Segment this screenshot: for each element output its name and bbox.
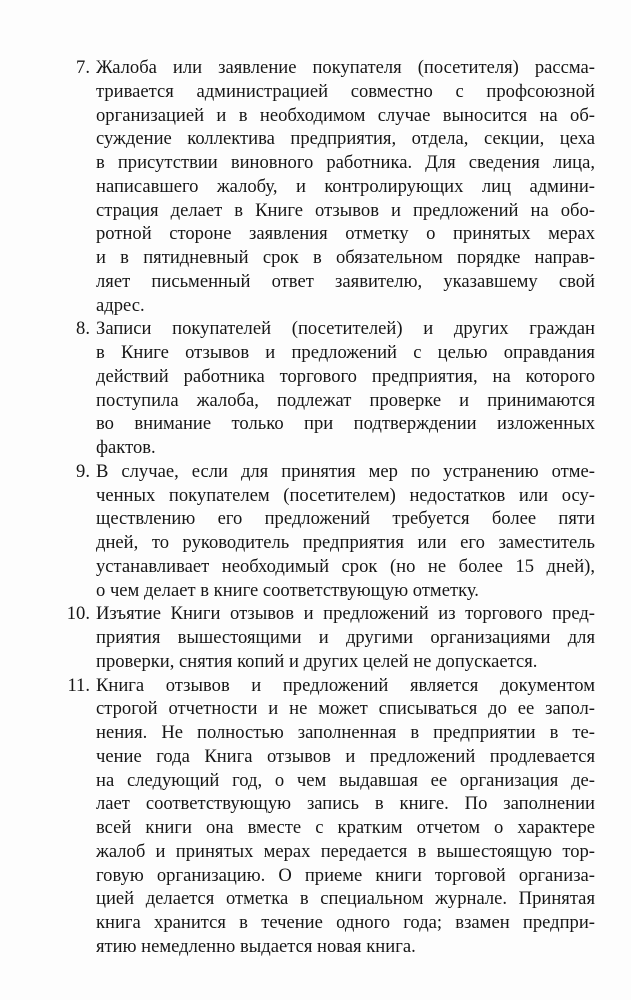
item-number: 9. xyxy=(76,460,90,482)
list-item-7 xyxy=(58,56,595,317)
text-line: адрес. xyxy=(96,294,145,316)
text-line: Записи покупателей (посетителей) и других граждан xyxy=(96,318,595,340)
text-line: фактов. xyxy=(96,437,156,458)
text-line: Изъятие Книги отзывов и предложений из торгового пред- xyxy=(96,603,595,625)
text-line: цией делается отметка в специальном журнале. Принятая xyxy=(96,888,595,910)
text-line: ществлению его предложений требуется более пяти xyxy=(96,508,595,530)
text-line: Книга отзывов и предложений является документом xyxy=(96,674,595,696)
text-line: жалоб и принятых мерах передается в вышестоящую тор- xyxy=(96,840,595,862)
text-line: устанавливает необходимый срок (но не более 15 дней), xyxy=(96,555,595,577)
text-line: приятия вышестоящими и другими организациями для xyxy=(96,627,595,648)
text-line: в Книге отзывов и предложений с целью оправдания xyxy=(96,342,595,363)
text-line: ченных покупателем (посетителем) недостатков или осу- xyxy=(96,484,595,506)
text-line: страция делает в Книге отзывов и предложений на обо- xyxy=(96,199,595,221)
text-line: написавшего жалобу, и контролирующих лиц админи- xyxy=(96,175,595,197)
text-line: организацией и в необходимом случае выносится на об- xyxy=(96,104,595,126)
text-line: на следующий год, о чем выдавшая ее организация де- xyxy=(96,769,595,791)
text-line: суждение коллектива предприятия, отдела, секции, цеха xyxy=(96,128,595,150)
list-item-8 xyxy=(58,317,595,460)
item-text xyxy=(96,674,595,959)
text-line: действий работника торгового предприятия, на которого xyxy=(96,365,595,387)
text-line: и в пятидневный срок в обязательном порядке направ- xyxy=(96,247,595,268)
list-item-10 xyxy=(58,602,595,673)
text-line: ляет письменный ответ заявителю, указавшему свой xyxy=(96,270,595,292)
text-line: говую организацию. О приеме книги торговой организа- xyxy=(96,864,595,886)
item-number: 8. xyxy=(76,318,90,340)
item-text xyxy=(96,56,595,317)
item-text xyxy=(96,602,595,673)
text-line: чение года Книга отзывов и предложений продлевается xyxy=(96,745,595,767)
text-line: строгой отчетности и не может списываться до ее запол- xyxy=(96,698,595,720)
list-item-11 xyxy=(58,674,595,959)
text-line: В случае, если для принятия мер по устранению отме- xyxy=(96,460,595,482)
numbered-list xyxy=(58,56,595,959)
text-line: всей книги она вместе с кратким отчетом о характере xyxy=(96,817,595,838)
text-line: поступила жалоба, подлежат проверке и принимаются xyxy=(96,389,595,411)
text-line: нения. Не полностью заполненная в предприятии в те- xyxy=(96,722,595,743)
text-line: дней, то руководитель предприятия или его заместитель xyxy=(96,532,595,553)
item-number: 10. xyxy=(66,603,90,625)
text-line: в присутствии виновного работника. Для сведения лица, xyxy=(96,152,595,173)
item-text xyxy=(96,317,595,460)
text-line: проверки, снятия копий и других целей не допускается. xyxy=(96,650,538,672)
text-line: ротной стороне заявления отметку о принятых мерах xyxy=(96,223,595,245)
text-line: о чем делает в книге соответствующую отметку. xyxy=(96,579,479,601)
text-line: лает соответствующую запись в книге. По заполнении xyxy=(96,793,595,815)
item-number: 11. xyxy=(67,674,90,696)
item-text xyxy=(96,460,595,603)
item-number: 7. xyxy=(76,57,90,78)
text-line: ятию немедленно выдается новая книга. xyxy=(96,935,416,957)
text-line: книга хранится в течение одного года; взамен предпри- xyxy=(96,912,595,933)
list-item-9 xyxy=(58,460,595,603)
text-line: во внимание только при подтверждении изложенных xyxy=(96,413,595,435)
text-line: Жалоба или заявление покупателя (посетителя) рассма- xyxy=(96,57,595,78)
text-line: тривается администрацией совместно с профсоюзной xyxy=(96,80,595,102)
